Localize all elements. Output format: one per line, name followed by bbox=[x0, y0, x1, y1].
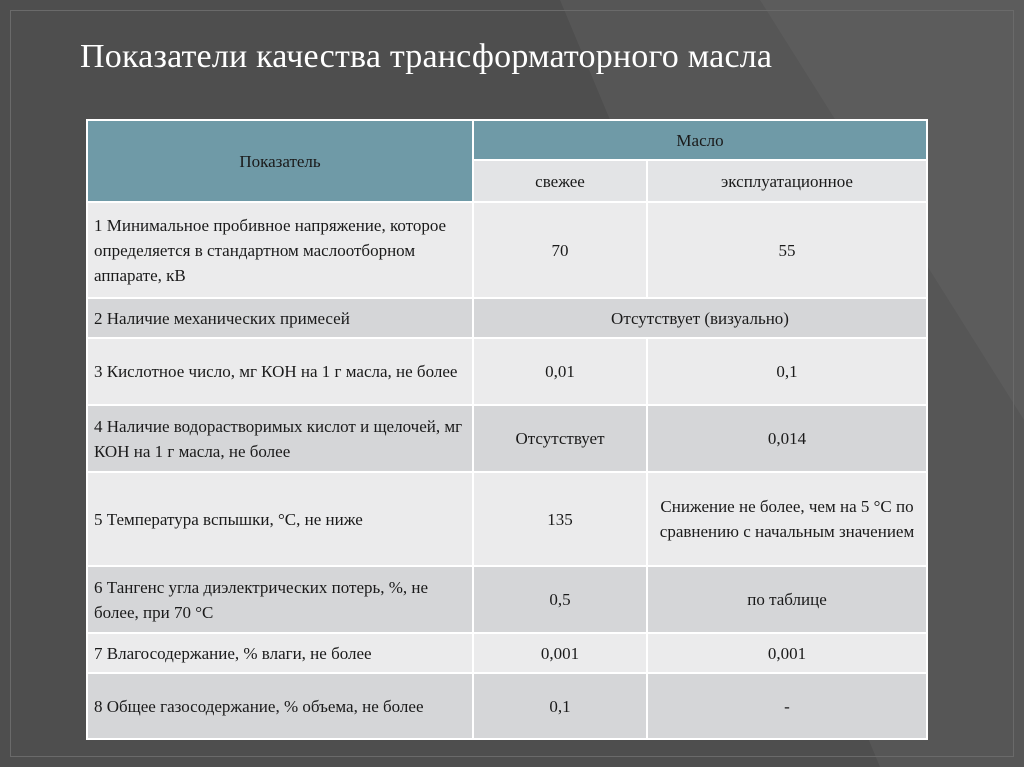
quality-table bbox=[86, 119, 928, 740]
row-fresh-value: 0,001 bbox=[473, 633, 647, 673]
row-fresh-value: 0,5 bbox=[473, 566, 647, 633]
row-fresh-value: 135 bbox=[473, 472, 647, 566]
table-row bbox=[87, 673, 927, 739]
row-fresh-value: 70 bbox=[473, 202, 647, 298]
table-row bbox=[87, 566, 927, 633]
row-indicator: 7 Влагосодержание, % влаги, не более bbox=[87, 633, 473, 673]
header-oil: Масло bbox=[473, 120, 927, 160]
row-fresh-value: 0,01 bbox=[473, 338, 647, 405]
row-indicator: 1 Минимальное пробивное напряжение, которое определяется в стандартном маслоотборном аппарате, кВ bbox=[87, 202, 473, 298]
row-operational-value: - bbox=[647, 673, 927, 739]
row-merged-value: Отсутствует (визуально) bbox=[473, 298, 927, 338]
row-indicator: 8 Общее газосодержание, % объема, не более bbox=[87, 673, 473, 739]
row-operational-value: 0,001 bbox=[647, 633, 927, 673]
table-row bbox=[87, 298, 927, 338]
slide-title: Показатели качества трансформаторного масла bbox=[80, 38, 773, 75]
header-indicator: Показатель bbox=[87, 120, 473, 202]
table-row bbox=[87, 633, 927, 673]
table-row bbox=[87, 405, 927, 472]
row-operational-value: 0,014 bbox=[647, 405, 927, 472]
row-fresh-value: 0,1 bbox=[473, 673, 647, 739]
row-indicator: 6 Тангенс угла диэлектрических потерь, %, не более, при 70 °С bbox=[87, 566, 473, 633]
row-indicator: 5 Температура вспышки, °С, не ниже bbox=[87, 472, 473, 566]
header-operational: эксплуатационное bbox=[647, 160, 927, 202]
table-row bbox=[87, 338, 927, 405]
row-operational-value: по таблице bbox=[647, 566, 927, 633]
row-indicator: 2 Наличие механических примесей bbox=[87, 298, 473, 338]
table-row bbox=[87, 202, 927, 298]
row-indicator: 3 Кислотное число, мг КОН на 1 г масла, не более bbox=[87, 338, 473, 405]
row-operational-value: Снижение не более, чем на 5 °С по сравнению с начальным значением bbox=[647, 472, 927, 566]
header-fresh: свежее bbox=[473, 160, 647, 202]
row-fresh-value: Отсутствует bbox=[473, 405, 647, 472]
row-indicator: 4 Наличие водорастворимых кислот и щелочей, мг КОН на 1 г масла, не более bbox=[87, 405, 473, 472]
table-row bbox=[87, 472, 927, 566]
row-operational-value: 0,1 bbox=[647, 338, 927, 405]
row-operational-value: 55 bbox=[647, 202, 927, 298]
